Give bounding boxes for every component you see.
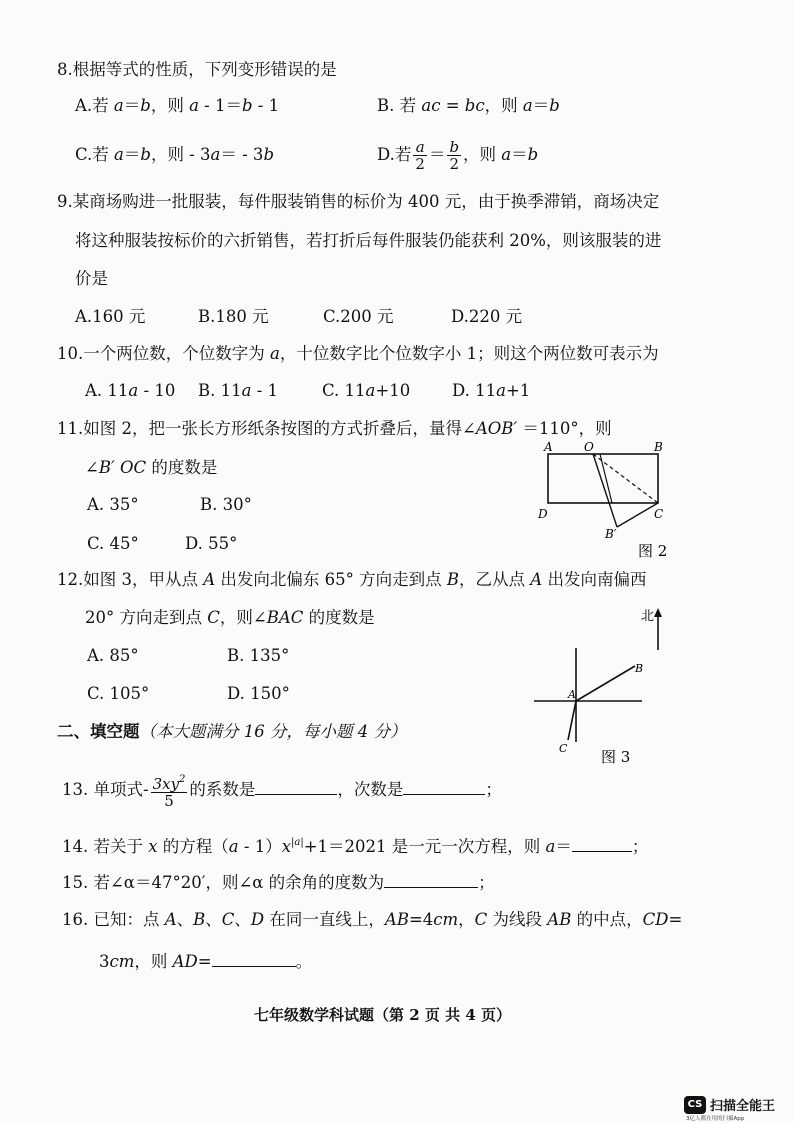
fig3-label-b: B: [635, 662, 644, 675]
figure-2: [530, 438, 690, 564]
fig2-fold-line-ob: [593, 454, 617, 527]
q11-option-c: C. 45°: [87, 534, 139, 553]
q8-option-b: B. 若 ac = bc，则 a＝b: [377, 96, 560, 115]
q9-line1: 9.某商场购进一批服装，每件服装销售的标价为 400 元，由于换季滞销，商场决定: [57, 192, 660, 211]
fig3-label-c: C: [559, 742, 568, 755]
q10-option-a: A. 11a - 10: [85, 381, 176, 400]
q16-line2: 3cm，则 AD= 。: [99, 952, 313, 971]
q16-blank[interactable]: [212, 950, 296, 967]
q10-option-c: C. 11a+10: [322, 381, 411, 400]
q14: 14. 若关于 x 的方程$(a - 1)x^{|a|}+1=2021$ 是一元一次方程，则 a＝ ；: [62, 837, 649, 856]
q9-option-a: A.160 元: [75, 307, 146, 326]
q15-blank[interactable]: [384, 871, 478, 888]
q9-option-c: C.200 元: [323, 307, 394, 326]
section-2-heading: 二、填空题（本大题满分 16 分，每小题 4 分）: [57, 722, 407, 741]
north-arrow-icon: [654, 608, 662, 617]
q10-stem: 10.一个两位数，个位数字为 a，十位数字比个位数字小 1；则这个两位数可表示为: [57, 344, 659, 363]
q12-option-a: A. 85°: [87, 646, 139, 665]
q8-stem: 8.根据等式的性质，下列变形错误的是: [57, 60, 337, 79]
fig2-label-c: C: [654, 507, 664, 521]
q10-option-d: D. 11a+1: [452, 381, 531, 400]
q13-blank-degree[interactable]: [403, 778, 485, 795]
camscanner-logo-icon: CS: [684, 1096, 706, 1114]
fig2-label-a: A: [544, 440, 553, 454]
q11-line1: 11.如图 2，把一张长方形纸条按图的方式折叠后，量得∠AOB′ ＝110°，则: [57, 419, 612, 438]
watermark-subtitle: 3亿人都在用的扫描App: [686, 1116, 745, 1122]
q8-option-d: D.若 $\frac{a}{2}$ ＝ $\frac{b}{2}$ ，则 a＝b: [377, 138, 539, 173]
fig2-label-d: D: [538, 507, 548, 521]
q8-option-c: C.若 a＝b，则 - 3a＝ - 3b: [75, 145, 274, 164]
q11-option-a: A. 35°: [87, 495, 139, 514]
fig3-label-a: A: [568, 688, 576, 701]
q14-blank[interactable]: [572, 835, 632, 852]
fig2-label-b-prime: B′: [605, 527, 617, 541]
fig2-label-b: B: [654, 440, 663, 454]
q12-option-b: B. 135°: [227, 646, 290, 665]
page-footer: 七年级数学科试题（第 2 页 共 4 页）: [254, 1006, 511, 1024]
q10-option-b: B. 11a - 1: [198, 381, 279, 400]
q9-option-b: B.180 元: [198, 307, 269, 326]
q16-line1: 16. 已知：点 A、B、C、D 在同一直线上，AB=4cm，C 为线段 AB 的中点，CD=: [62, 910, 683, 929]
q12-option-c: C. 105°: [87, 684, 150, 703]
q12-line1: 12.如图 3，甲从点 A 出发向北偏东 65° 方向走到点 B，乙从点 A 出发向南偏西: [57, 570, 647, 589]
figure-3: [530, 600, 690, 770]
watermark-name: 扫描全能王: [710, 1099, 776, 1114]
q13-blank-coefficient[interactable]: [255, 778, 337, 795]
q13: 13. 单项式- $\frac{3xy^2}{5}$ 的系数是 ，次数是 ；: [62, 774, 502, 810]
fig2-caption: 图 2: [638, 542, 668, 560]
fig2-rectangle: [548, 454, 658, 503]
q9-line3: 价是: [75, 269, 108, 288]
q12-line2: 20° 方向走到点 C，则∠BAC 的度数是: [85, 608, 375, 627]
fig3-ray-ac: [568, 701, 576, 740]
q11-option-b: B. 30°: [200, 495, 252, 514]
q8-option-a: A.若 a＝b，则 a - 1＝b - 1: [75, 96, 280, 115]
q11-option-d: D. 55°: [185, 534, 238, 553]
q11-line2: ∠B′ OC 的度数是: [85, 458, 218, 477]
q9-option-d: D.220 元: [451, 307, 523, 326]
fig2-fold-line-bc: [617, 503, 658, 527]
fig2-dashed-line: [593, 454, 658, 503]
fig3-caption: 图 3: [601, 748, 631, 766]
fig3-ray-ab: [576, 666, 635, 701]
fig3-north-label: 北: [641, 609, 655, 624]
fig2-label-o: O: [584, 440, 594, 454]
q15: 15. 若∠α＝47°20′，则∠α 的余角的度数为 ；: [62, 873, 495, 892]
q9-line2: 将这种服装按标价的六折销售，若打折后每件服装仍能获利 20%，则该服装的进: [75, 231, 662, 250]
q12-option-d: D. 150°: [227, 684, 290, 703]
